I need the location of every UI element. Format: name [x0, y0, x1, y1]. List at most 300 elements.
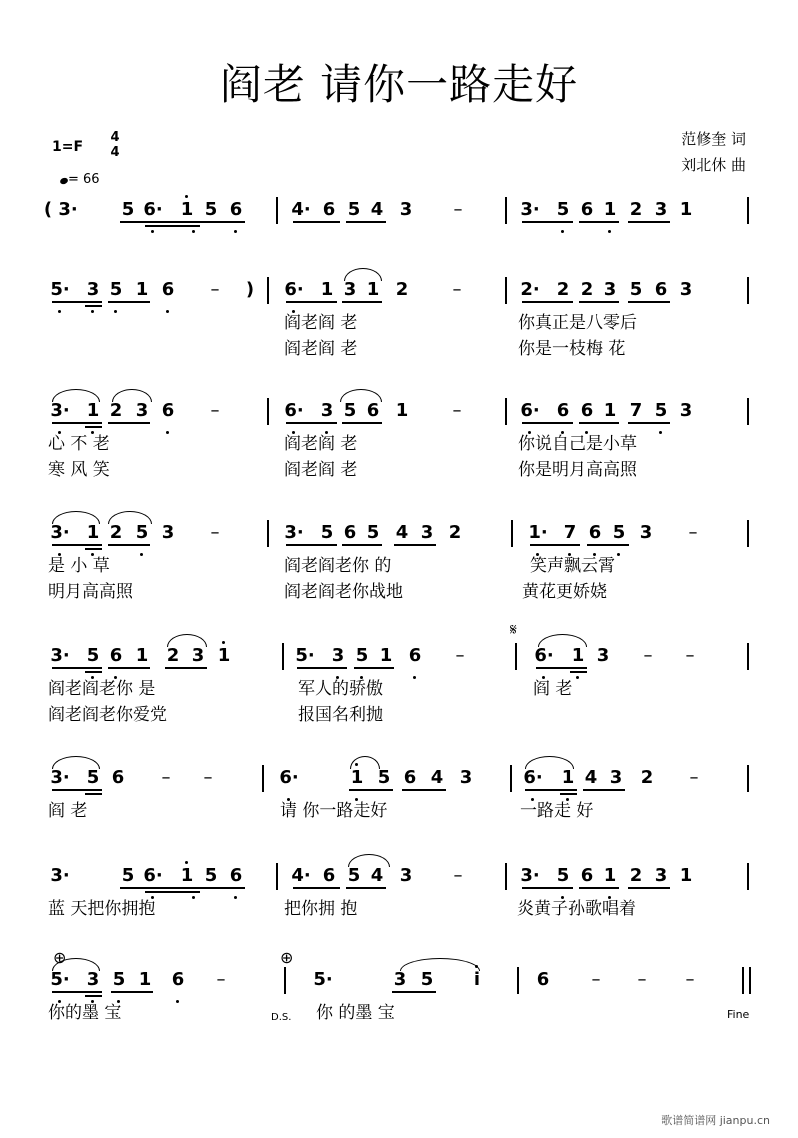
octave-dot	[360, 676, 363, 679]
barline	[505, 277, 507, 304]
octave-dot	[91, 553, 94, 556]
extension-dash: –	[452, 400, 462, 421]
octave-dot	[176, 1000, 179, 1003]
note: 1	[603, 400, 617, 421]
barline	[517, 967, 519, 994]
lyric-line: 阎老阎 老	[284, 434, 358, 454]
note: 6	[556, 400, 570, 421]
note: 2	[629, 199, 643, 220]
extension-dash: –	[685, 645, 695, 666]
octave-dot	[185, 861, 188, 864]
slur-arc	[348, 854, 390, 867]
beam	[286, 422, 337, 424]
note: 5	[377, 767, 391, 788]
octave-dot	[659, 431, 662, 434]
barline	[262, 765, 264, 792]
barline	[742, 967, 744, 994]
note: 3	[393, 969, 407, 990]
octave-dot	[531, 798, 534, 801]
watermark: 歌谱简谱网 jianpu.cn	[661, 1114, 770, 1127]
note: 1	[180, 199, 194, 220]
extension-dash: –	[591, 969, 601, 990]
note: 1	[86, 522, 100, 543]
note: 3	[343, 279, 357, 300]
barline	[747, 863, 749, 890]
note: 2	[580, 279, 594, 300]
barline	[747, 765, 749, 792]
extension-dash: –	[210, 522, 220, 543]
note: 5	[629, 279, 643, 300]
beam	[120, 221, 245, 223]
note: 6	[161, 279, 175, 300]
octave-dot	[117, 1000, 120, 1003]
note: 5	[366, 522, 380, 543]
lyric-line: 你是一枝梅 花	[518, 339, 626, 359]
note: 1	[320, 279, 334, 300]
slur-arc	[538, 634, 587, 647]
note: 3·	[50, 865, 70, 886]
octave-dot	[325, 431, 328, 434]
note: 5	[121, 865, 135, 886]
barline	[505, 197, 507, 224]
extension-dash: –	[203, 767, 213, 788]
beam	[342, 422, 382, 424]
beam	[85, 305, 102, 307]
note: 6	[408, 645, 422, 666]
slur-arc	[400, 958, 480, 971]
octave-dot	[58, 431, 61, 434]
barline	[505, 863, 507, 890]
barline	[267, 398, 269, 425]
note: 3	[331, 645, 345, 666]
octave-dot	[475, 965, 478, 968]
extension-dash: –	[643, 645, 653, 666]
note: 4	[430, 767, 444, 788]
note: 5	[347, 865, 361, 886]
extension-dash: –	[210, 400, 220, 421]
note: 1·	[528, 522, 548, 543]
beam	[522, 887, 573, 889]
lyric-line: 是 小 草	[48, 556, 110, 576]
octave-dot	[542, 676, 545, 679]
extension-dash: –	[210, 279, 220, 300]
beam	[108, 667, 150, 669]
beam	[628, 887, 670, 889]
note: 6·	[143, 199, 163, 220]
slur-arc	[52, 756, 100, 769]
note: 1	[366, 279, 380, 300]
barline	[747, 520, 749, 547]
note: 1	[395, 400, 409, 421]
beam	[628, 301, 670, 303]
note: 3	[161, 522, 175, 543]
note: 3	[639, 522, 653, 543]
octave-dot	[140, 553, 143, 556]
note: 3	[596, 645, 610, 666]
note: 7	[629, 400, 643, 421]
lyric-line: 笑声飘云霄	[530, 556, 615, 576]
beam	[583, 789, 625, 791]
lyric-line: 阎老阎 老	[284, 460, 358, 480]
lyric-line: 军人的骄傲	[298, 679, 383, 699]
octave-dot	[287, 798, 290, 801]
note: 3·	[520, 199, 540, 220]
beam	[394, 544, 436, 546]
beam	[392, 991, 436, 993]
beam	[111, 991, 153, 993]
beam	[402, 789, 446, 791]
octave-dot	[166, 431, 169, 434]
note: 1	[571, 645, 585, 666]
beam	[346, 887, 386, 889]
beam	[52, 544, 102, 546]
note: 3	[654, 865, 668, 886]
octave-dot	[585, 431, 588, 434]
beam	[522, 221, 573, 223]
extension-dash: –	[453, 865, 463, 886]
note: 6	[229, 865, 243, 886]
note: 3	[135, 400, 149, 421]
note: 6	[229, 199, 243, 220]
segno-icon: 𝄋	[510, 620, 517, 639]
beam	[579, 887, 619, 889]
note: i	[473, 969, 481, 990]
barline	[747, 197, 749, 224]
octave-dot	[561, 896, 564, 899]
beam	[628, 422, 670, 424]
beam	[346, 221, 386, 223]
note: 1	[217, 645, 231, 666]
note: 5	[204, 865, 218, 886]
octave-dot	[58, 553, 61, 556]
beam	[165, 667, 207, 669]
note: 3	[679, 400, 693, 421]
beam	[145, 225, 200, 227]
extension-dash: –	[637, 969, 647, 990]
note: 6	[580, 400, 594, 421]
note: 6	[536, 969, 550, 990]
barline	[267, 277, 269, 304]
coda-icon: ⊕	[280, 948, 294, 967]
note: 6	[403, 767, 417, 788]
octave-dot	[151, 230, 154, 233]
note: 4·	[291, 865, 311, 886]
note: 5	[355, 645, 369, 666]
extension-dash: –	[688, 522, 698, 543]
beam	[85, 793, 102, 795]
note: 3	[86, 279, 100, 300]
note: 3·	[50, 400, 70, 421]
beam	[120, 887, 245, 889]
note: 1	[679, 865, 693, 886]
beam	[570, 671, 587, 673]
beam	[536, 667, 587, 669]
barline	[747, 398, 749, 425]
note: 6	[111, 767, 125, 788]
note: 3·	[50, 767, 70, 788]
note: 4	[370, 199, 384, 220]
note: 5	[204, 199, 218, 220]
lyric-line: 阎老阎老你战地	[284, 582, 403, 602]
beam	[342, 544, 382, 546]
barline	[749, 967, 751, 994]
octave-dot	[166, 310, 169, 313]
octave-dot	[91, 1000, 94, 1003]
note: 1	[135, 645, 149, 666]
octave-dot	[91, 431, 94, 434]
note: 6	[588, 522, 602, 543]
lyric-line: 阎老阎老你 是	[48, 679, 156, 699]
note: 3·	[58, 199, 78, 220]
lyric-line: 请 你一路走好	[280, 801, 388, 821]
composer-credit: 刘北休 曲	[681, 156, 746, 174]
note: 6·	[534, 645, 554, 666]
note: 7	[563, 522, 577, 543]
octave-dot	[355, 763, 358, 766]
lyric-line: 你说自己是小草	[518, 434, 637, 454]
note: 5	[121, 199, 135, 220]
extension-dash: –	[453, 199, 463, 220]
note: 6	[322, 199, 336, 220]
octave-dot	[234, 230, 237, 233]
beam	[579, 301, 619, 303]
note: 6	[580, 865, 594, 886]
note: 3	[191, 645, 205, 666]
note: 6	[343, 522, 357, 543]
octave-dot	[561, 230, 564, 233]
octave-dot	[185, 195, 188, 198]
extension-dash: –	[216, 969, 226, 990]
octave-dot	[222, 641, 225, 644]
octave-dot	[593, 553, 596, 556]
note: 5·	[313, 969, 333, 990]
note: 6·	[520, 400, 540, 421]
note: 6·	[284, 279, 304, 300]
lyric-line: 一路走 好	[520, 801, 594, 821]
note: 3	[609, 767, 623, 788]
note: 4	[395, 522, 409, 543]
note: 3·	[50, 522, 70, 543]
beam	[108, 544, 150, 546]
lyric-line: 你真正是八零后	[518, 313, 637, 333]
beam	[52, 789, 102, 791]
lyric-line: 炎黄子孙歌唱着	[517, 899, 636, 919]
octave-dot	[151, 896, 154, 899]
extension-dash: –	[689, 767, 699, 788]
beam	[522, 422, 573, 424]
note: 3	[86, 969, 100, 990]
lyric-line: 心 不 老	[48, 434, 110, 454]
note: 5	[420, 969, 434, 990]
note: 2	[556, 279, 570, 300]
lyric-line: 寒 风 笑	[48, 460, 110, 480]
octave-dot	[568, 553, 571, 556]
note: 3	[679, 279, 693, 300]
slur-arc	[112, 389, 152, 402]
note: 5	[556, 865, 570, 886]
beam	[52, 422, 102, 424]
octave-dot	[234, 896, 237, 899]
lyric-line: 阎 老	[533, 679, 573, 699]
note: 5	[86, 645, 100, 666]
lyric-line: 阎老阎老你爱党	[48, 705, 167, 725]
extension-dash: –	[161, 767, 171, 788]
note: 2·	[520, 279, 540, 300]
octave-dot	[536, 553, 539, 556]
fine-marking: Fine	[727, 1008, 750, 1021]
octave-dot	[292, 431, 295, 434]
note: 6	[109, 645, 123, 666]
barline	[282, 643, 284, 670]
extension-dash: –	[685, 969, 695, 990]
note: 3	[603, 279, 617, 300]
note: 5	[135, 522, 149, 543]
lyric-line: 蓝 天把你拥抱	[48, 899, 156, 919]
note: 3	[320, 400, 334, 421]
octave-dot	[608, 896, 611, 899]
beam	[52, 667, 102, 669]
note: 6	[171, 969, 185, 990]
note: 5	[343, 400, 357, 421]
note: 3·	[520, 865, 540, 886]
note: 6	[161, 400, 175, 421]
beam	[286, 301, 337, 303]
lyric-line: 明月高高照	[48, 582, 133, 602]
note: 3	[399, 199, 413, 220]
key-signature: 1=F	[52, 139, 84, 155]
note: 1	[180, 865, 194, 886]
octave-dot	[58, 310, 61, 313]
beam	[579, 221, 619, 223]
octave-dot	[617, 553, 620, 556]
beam	[349, 789, 393, 791]
beam	[530, 544, 580, 546]
octave-dot	[114, 310, 117, 313]
slur-arc	[344, 268, 382, 281]
slur-arc	[52, 511, 100, 524]
tempo-marking: = 66	[60, 172, 100, 187]
octave-dot	[413, 676, 416, 679]
note: 3·	[50, 645, 70, 666]
note: 5	[556, 199, 570, 220]
octave-dot	[91, 310, 94, 313]
note: 2	[629, 865, 643, 886]
note: 6	[654, 279, 668, 300]
slur-arc	[525, 756, 574, 769]
note: 3·	[284, 522, 304, 543]
octave-dot	[608, 230, 611, 233]
beam	[145, 891, 200, 893]
octave-dot	[336, 676, 339, 679]
note: 5	[654, 400, 668, 421]
coda-icon: ⊕	[53, 948, 67, 967]
note: 1	[603, 865, 617, 886]
beam	[286, 544, 337, 546]
beam	[293, 887, 340, 889]
octave-dot	[58, 1000, 61, 1003]
note: 2	[166, 645, 180, 666]
lyric-line: 阎老阎 老	[284, 339, 358, 359]
octave-dot	[576, 676, 579, 679]
song-title: 阎老 请你一路走好	[219, 60, 579, 109]
note: 2	[109, 522, 123, 543]
note: 2	[640, 767, 654, 788]
note: 1	[679, 199, 693, 220]
beam	[587, 544, 629, 546]
beam	[522, 301, 573, 303]
note: 5	[320, 522, 334, 543]
lyric-line: 报国名利抛	[298, 705, 383, 725]
note: 6·	[143, 865, 163, 886]
note: 1	[603, 199, 617, 220]
barline	[747, 277, 749, 304]
note: 1	[138, 969, 152, 990]
barline	[515, 643, 517, 670]
octave-dot	[192, 896, 195, 899]
octave-dot	[528, 431, 531, 434]
lyric-line: 阎老阎 老	[284, 313, 358, 333]
beam	[354, 667, 394, 669]
note: 1	[561, 767, 575, 788]
beam	[85, 995, 102, 997]
note: 4	[584, 767, 598, 788]
note: 1	[86, 400, 100, 421]
lyric-line: 黄花更娇娆	[522, 582, 607, 602]
note: 3	[420, 522, 434, 543]
barline	[276, 863, 278, 890]
octave-dot	[91, 676, 94, 679]
note: 6·	[284, 400, 304, 421]
note: 3	[459, 767, 473, 788]
note: 4·	[291, 199, 311, 220]
repeat-bracket: )	[245, 279, 255, 300]
note: 5	[86, 767, 100, 788]
barline	[284, 967, 286, 994]
barline	[505, 398, 507, 425]
note: 5	[109, 279, 123, 300]
beam	[560, 793, 577, 795]
extension-dash: –	[455, 645, 465, 666]
note: 1	[350, 767, 364, 788]
extension-dash: –	[452, 279, 462, 300]
lyricist-credit: 范修奎 词	[681, 130, 746, 148]
note: 1	[135, 279, 149, 300]
beam	[342, 301, 382, 303]
note: 6·	[279, 767, 299, 788]
octave-dot	[561, 431, 564, 434]
beam	[52, 991, 102, 993]
octave-dot	[114, 676, 117, 679]
beam	[293, 221, 340, 223]
barline	[747, 643, 749, 670]
lyric-line: 你是明月高高照	[518, 460, 637, 480]
note: 5·	[50, 969, 70, 990]
octave-dot	[355, 798, 358, 801]
barline	[510, 765, 512, 792]
octave-dot	[192, 230, 195, 233]
time-signature: 4 4	[110, 130, 120, 160]
lyric-line: 你的墨 宝	[48, 1003, 122, 1023]
beam	[108, 301, 150, 303]
note: 2	[109, 400, 123, 421]
note: 1	[379, 645, 393, 666]
barline	[511, 520, 513, 547]
beam	[579, 422, 619, 424]
slur-arc	[340, 389, 382, 402]
beam	[85, 548, 102, 550]
note: 5	[612, 522, 626, 543]
beam	[85, 426, 102, 428]
